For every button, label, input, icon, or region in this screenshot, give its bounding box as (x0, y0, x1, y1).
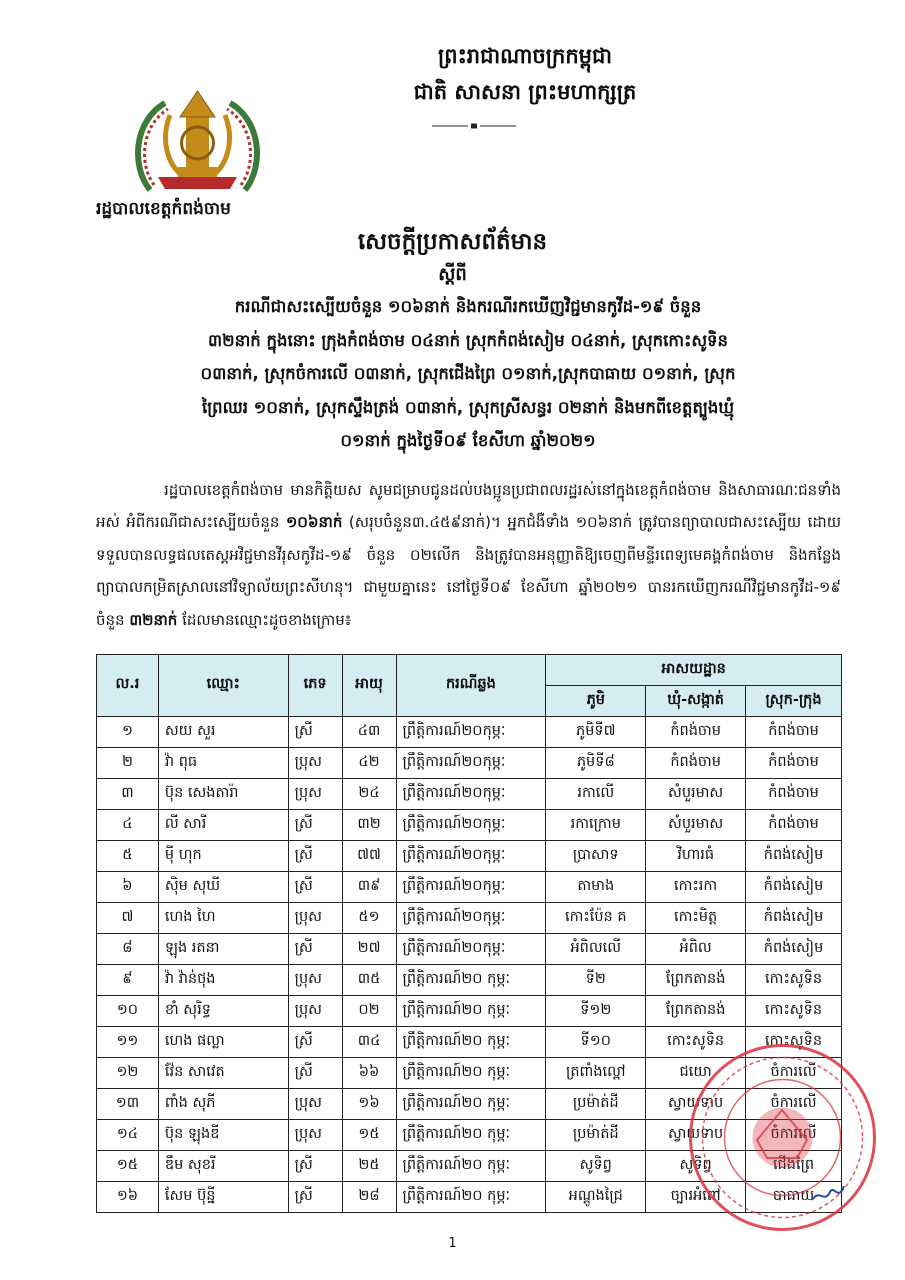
header-commune: ឃុំ-សង្កាត់ (646, 686, 746, 717)
royal-emblem (130, 85, 265, 200)
header-case: ករណីឆ្លង (396, 655, 546, 717)
cell-no: ២ (97, 748, 159, 779)
cell-case: ព្រឹត្តិការណ៍២០កុម្ភៈ (396, 934, 546, 965)
body-text-part: រដ្ឋបាលខេត្តកំពង់ចាម មានកិត្តិយស សូមជម្រាបជូនដល់បងប្អូនប្រជាពលរដ្ឋរស់នៅក្នុងខេត្តកំពង់ចាម និងសាធារណៈជនទាំងអស់ អំពីករណីជាសះស្បើយចំនួន (96, 481, 841, 532)
body-text-part: (សរុបចំនួន៣.៤៥៩នាក់)។ អ្នកជំងឺទាំង ១០៦នាក់ ត្រូវបានព្យាបាលជាសះស្បើយ ដោយទទួលបានលទ្ធផលតេស្តអវិជ្ជមានវីរុសកូវីដ-១៩ ចំនួន ០២លើក និងត្រូវបានអនុញ្ញាតិឱ្យចេញពីមន្ទីរពេទ្យមេគង្គកំពង់ចាម និងកន្លែងព្យាបាលកម្រិតស្រាលនៅវិទ្យាល័យព្រះសីហនុ។ ជាមួយគ្នានេះ នៅថ្ងៃទី០៩ ខែសីហា ឆ្នាំ២០២១ បានរកឃើញករណីវិជ្ជមានកូវីដ-១៩ ចំនួន (96, 513, 841, 629)
cell-no: ១៥ (97, 1151, 159, 1182)
cell-age: ៥១ (342, 903, 396, 934)
cell-district: ចំការលើ (746, 1089, 842, 1120)
cell-commune: ព្រែកតានង់ (646, 996, 746, 1027)
cell-age: ២៤ (342, 779, 396, 810)
cell-village: ត្រពាំងល្ពៅ (546, 1058, 646, 1089)
cell-case: ព្រឹត្តិការណ៍២០ កុម្ភៈ (396, 1182, 546, 1213)
header-district: ស្រុក-ក្រុង (746, 686, 842, 717)
cell-no: ៤ (97, 810, 159, 841)
cell-age: ៧៧ (342, 841, 396, 872)
kingdom-line-1: ព្រះរាជាណាចក្រកម្ពុជា (437, 43, 612, 68)
cell-no: ៩ (97, 965, 159, 996)
header-sex: ភេទ (288, 655, 342, 717)
table-row (97, 841, 842, 872)
announcement-subject (128, 290, 808, 458)
cell-no: ១៦ (97, 1182, 159, 1213)
cell-village: សូទិព្វ (546, 1151, 646, 1182)
cell-district: កំពង់ចាម (746, 810, 842, 841)
cell-name: ប៊ុន សេងតារ៉ា (158, 779, 288, 810)
cell-sex: ប្រុស (288, 748, 342, 779)
cell-commune: ស្វាយទាប (646, 1089, 746, 1120)
header-no: ល.រ (97, 655, 159, 717)
cell-district: កំពង់សៀម (746, 872, 842, 903)
cell-sex: ប្រុស (288, 1120, 342, 1151)
cell-name: វ៉ា ពុធ (158, 748, 288, 779)
cases-table (96, 654, 842, 1213)
table-row (97, 1027, 842, 1058)
cell-age: ៤២ (342, 748, 396, 779)
cell-district: កំពង់ចាម (746, 748, 842, 779)
subject-line: ៣២នាក់ ក្នុងនោះ ក្រុងកំពង់ចាម ០៤នាក់ ស្រុកកំពង់សៀម ០៤នាក់, ស្រុកកោះសូទិន (207, 330, 729, 350)
cell-district: បាធាយ (746, 1182, 842, 1213)
divider-ornament (430, 122, 518, 130)
subject-line: ០៣នាក់, ស្រុកចំការលើ ០៣នាក់, ស្រុកជើងព្រៃ ០១នាក់,ស្រុកបាធាយ ០១នាក់, ស្រុក (200, 364, 736, 383)
cell-age: ០២ (342, 996, 396, 1027)
cell-commune: វិហារធំ (646, 841, 746, 872)
cell-case: ព្រឹត្តិការណ៍២០ កុម្ភៈ (396, 996, 546, 1027)
cell-name: ហេង ហៃ (158, 903, 288, 934)
cell-village: ប្រម៉ាត់ដី (546, 1089, 646, 1120)
table-row (97, 1151, 842, 1182)
cell-commune: សំបួរមាស (646, 810, 746, 841)
cell-name: ឌឹម សុខរី (158, 1151, 288, 1182)
table-row (97, 1120, 842, 1151)
cell-commune: កំពង់ចាម (646, 748, 746, 779)
cell-village: ទី១០ (546, 1027, 646, 1058)
table-row (97, 1182, 842, 1213)
cell-age: ២៧ (342, 934, 396, 965)
cell-name: សែម ប៊ុន្នី (158, 1182, 288, 1213)
cell-no: ១ (97, 717, 159, 748)
recovered-count: ១០៦នាក់ (285, 513, 343, 532)
cell-age: ២៨ (342, 1182, 396, 1213)
cell-name: វ៉ែន សាវេត (158, 1058, 288, 1089)
cell-commune: កោះរកា (646, 872, 746, 903)
cell-commune: ស្វាយទាប (646, 1120, 746, 1151)
cell-sex: ប្រុស (288, 1089, 342, 1120)
kingdom-line-2: ជាតិ សាសនា ព្រះមហាក្សត្រ (413, 79, 637, 104)
cell-district: ចំការលើ (746, 1120, 842, 1151)
cell-village: តាមាង (546, 872, 646, 903)
subject-line: ករណីជាសះស្បើយចំនួន ១០៦នាក់ និងករណីរកឃើញវិជ្ជមានកូវីដ-១៩ ចំនួន (234, 297, 702, 316)
header-village: ភូមិ (546, 686, 646, 717)
table-row (97, 748, 842, 779)
cell-district: កំពង់សៀម (746, 934, 842, 965)
cell-no: ១២ (97, 1058, 159, 1089)
cell-commune: អំពិល (646, 934, 746, 965)
cell-name: ពាំង សុភី (158, 1089, 288, 1120)
cell-no: ១០ (97, 996, 159, 1027)
cell-district: កោះសូទិន (746, 996, 842, 1027)
kingdom-heading (300, 38, 750, 110)
cell-age: ២៥ (342, 1151, 396, 1182)
cell-commune: ច្បារអំពៅ (646, 1182, 746, 1213)
cell-case: ព្រឹត្តិការណ៍២០ កុម្ភៈ (396, 1151, 546, 1182)
cell-no: ៥ (97, 841, 159, 872)
subject-line: ព្រៃឈរ ១០នាក់, ស្រុកស្ទឹងត្រង់ ០៣នាក់, ស្រុកស្រីសន្ធរ ០២នាក់ និងមកពីខេត្តត្បូងឃ្មុំ (201, 397, 735, 417)
cell-name: ម៉ី ហុក (158, 841, 288, 872)
cell-sex: ប្រុស (288, 903, 342, 934)
positive-count: ៣២នាក់ (129, 610, 178, 629)
cell-name: ស៊ិម សុឃី (158, 872, 288, 903)
cell-name: ខាំ សុរិទ្ធ (158, 996, 288, 1027)
cell-age: ៣៤ (342, 1027, 396, 1058)
cell-sex: ប្រុស (288, 965, 342, 996)
cell-no: ៣ (97, 779, 159, 810)
cell-district: កំពង់ចាម (746, 779, 842, 810)
cell-age: ១៦ (342, 1089, 396, 1120)
cell-sex: ស្រី (288, 1058, 342, 1089)
cell-village: ភូមិទី៨ (546, 748, 646, 779)
cell-name: លី សារី (158, 810, 288, 841)
cell-village: ប្រម៉ាត់ដី (546, 1120, 646, 1151)
cell-commune: កំពង់ចាម (646, 717, 746, 748)
cell-no: ៧ (97, 903, 159, 934)
table-row (97, 1058, 842, 1089)
cell-case: ព្រឹត្តិការណ៍២០កុម្ភៈ (396, 717, 546, 748)
cell-case: ព្រឹត្តិការណ៍២០កុម្ភៈ (396, 810, 546, 841)
cell-commune: ព្រែកតានង់ (646, 965, 746, 996)
header-age: អាយុ (342, 655, 396, 717)
table-row (97, 779, 842, 810)
cell-village: អំពិលលើ (546, 934, 646, 965)
cell-sex: ប្រុស (288, 996, 342, 1027)
cell-name: ឡុង រតនា (158, 934, 288, 965)
table-row (97, 872, 842, 903)
cell-village: ទី២ (546, 965, 646, 996)
table-row (97, 810, 842, 841)
announcement-title: សេចក្តីប្រកាសព័ត៌មាន (357, 229, 548, 255)
header-name: ឈ្មោះ (158, 655, 288, 717)
cell-sex: ស្រី (288, 1151, 342, 1182)
cell-age: ៤៣ (342, 717, 396, 748)
cell-district: កោះសូទិន (746, 1027, 842, 1058)
cell-district: កំពង់សៀម (746, 903, 842, 934)
cell-case: ព្រឹត្តិការណ៍២០ កុម្ភៈ (396, 1027, 546, 1058)
cell-village: ភូមិទី៧ (546, 717, 646, 748)
cell-village: ប្រាសាទ (546, 841, 646, 872)
cell-commune: កោះសូទិន (646, 1027, 746, 1058)
cell-village: អណ្តូងជ្រៃ (546, 1182, 646, 1213)
cell-no: ៦ (97, 872, 159, 903)
page-number: 1 (448, 1236, 457, 1251)
cell-case: ព្រឹត្តិការណ៍២០កុម្ភៈ (396, 903, 546, 934)
cell-village: កោះប៉ែន គ (546, 903, 646, 934)
table-body (97, 717, 842, 1213)
cell-name: ហេង ផល្លា (158, 1027, 288, 1058)
table-row (97, 717, 842, 748)
cell-name: ប៊ុន ឡុងឌី (158, 1120, 288, 1151)
cell-case: ព្រឹត្តិការណ៍២០ កុម្ភៈ (396, 1058, 546, 1089)
table-row (97, 1089, 842, 1120)
cell-case: ព្រឹត្តិការណ៍២០កុម្ភៈ (396, 841, 546, 872)
cell-no: ១៤ (97, 1120, 159, 1151)
cell-district: ជើងព្រៃ (746, 1151, 842, 1182)
cell-sex: ស្រី (288, 841, 342, 872)
table-header-row (97, 655, 842, 686)
cell-case: ព្រឹត្តិការណ៍២០ កុម្ភៈ (396, 1120, 546, 1151)
cell-case: ព្រឹត្តិការណ៍២០កុម្ភៈ (396, 779, 546, 810)
table-row (97, 934, 842, 965)
cell-village: រកាលើ (546, 779, 646, 810)
cell-no: ៨ (97, 934, 159, 965)
cell-commune: សំបួរមាស (646, 779, 746, 810)
cell-district: កោះសូទិន (746, 965, 842, 996)
table-row (97, 903, 842, 934)
cell-age: ៦៦ (342, 1058, 396, 1089)
cell-case: ព្រឹត្តិការណ៍២០កុម្ភៈ (396, 748, 546, 779)
cell-village: រកាក្រោម (546, 810, 646, 841)
cell-age: ៣២ (342, 810, 396, 841)
cell-sex: ស្រី (288, 872, 342, 903)
cell-sex: ស្រី (288, 810, 342, 841)
cell-commune: ជយោ (646, 1058, 746, 1089)
announcement-about: ស្តីពី (438, 264, 467, 285)
cell-sex: ស្រី (288, 1027, 342, 1058)
cell-case: ព្រឹត្តិការណ៍២០កុម្ភៈ (396, 872, 546, 903)
cell-sex: ប្រុស (288, 779, 342, 810)
cell-name: វ៉ា វ៉ាន់ថុង (158, 965, 288, 996)
cell-sex: ស្រី (288, 717, 342, 748)
cell-district: កំពង់សៀម (746, 841, 842, 872)
cell-sex: ស្រី (288, 934, 342, 965)
cell-sex: ស្រី (288, 1182, 342, 1213)
cell-village: ទី១២ (546, 996, 646, 1027)
header-address: អាសយដ្ឋាន (546, 655, 842, 686)
cell-case: ព្រឹត្តិការណ៍២០ កុម្ភៈ (396, 1089, 546, 1120)
subject-line: ០១នាក់ ក្នុងថ្ងៃទី០៩ ខែសីហា ឆ្នាំ២០២១ (340, 431, 596, 450)
table-row (97, 996, 842, 1027)
cell-commune: កោះមិត្ត (646, 903, 746, 934)
cell-district: កំពង់ចាម (746, 717, 842, 748)
cell-no: ១១ (97, 1027, 159, 1058)
cell-commune: សូទិព្វ (646, 1151, 746, 1182)
cell-age: ៣៥ (342, 965, 396, 996)
body-paragraph (96, 474, 841, 636)
body-text-part: ដែលមានឈ្មោះដូចខាងក្រោម៖ (182, 610, 352, 629)
cell-age: ៣៩ (342, 872, 396, 903)
cell-age: ១៥ (342, 1120, 396, 1151)
cell-no: ១៣ (97, 1089, 159, 1120)
cell-case: ព្រឹត្តិការណ៍២០ កុម្ភៈ (396, 965, 546, 996)
administration-name: រដ្ឋបាលខេត្តកំពង់ចាម (96, 199, 231, 219)
table-row (97, 965, 842, 996)
cell-district: ចំការលើ (746, 1058, 842, 1089)
cell-name: សយ សួរ (158, 717, 288, 748)
